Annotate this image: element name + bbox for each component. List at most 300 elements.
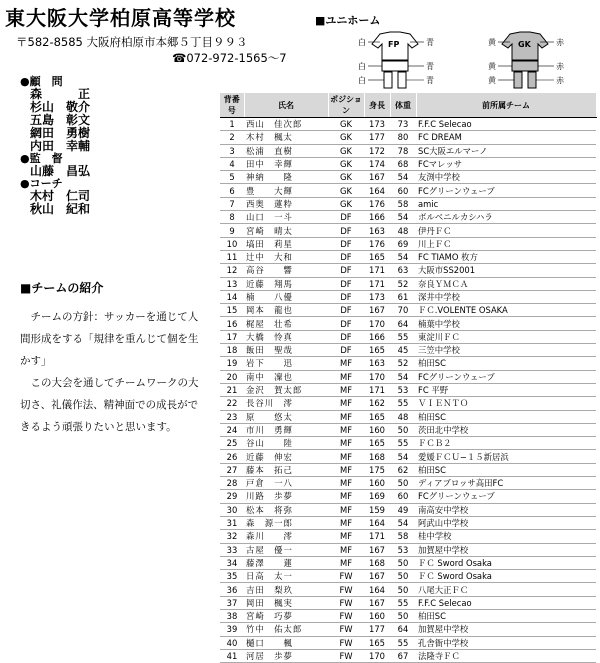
- table-row: [220, 583, 596, 596]
- player-weight: 58: [390, 530, 416, 543]
- fp-shirt-color-alt: 青: [426, 38, 434, 47]
- staff-name: 杉山 敬介: [30, 100, 91, 114]
- player-height: 174: [364, 157, 390, 170]
- player-name: 長谷川 澪: [244, 397, 328, 410]
- intro-text: [20, 306, 200, 438]
- player-name: 岡田 楓実: [244, 596, 328, 609]
- player-height: 160: [364, 423, 390, 436]
- player-position: MF: [328, 463, 364, 476]
- player-position: MF: [328, 370, 364, 383]
- table-row: [220, 237, 596, 250]
- player-position: GK: [328, 118, 364, 131]
- table-row: [220, 157, 596, 170]
- player-weight: 60: [390, 184, 416, 197]
- player-number: 11: [220, 250, 244, 263]
- player-weight: 50: [390, 609, 416, 622]
- player-prev-team: FCマレッサ: [416, 157, 596, 170]
- player-prev-team: 友渕中学校: [416, 171, 596, 184]
- player-weight: 48: [390, 224, 416, 237]
- player-position: DF: [328, 344, 364, 357]
- player-weight: 55: [390, 397, 416, 410]
- player-name: 田中 幸輝: [244, 157, 328, 170]
- player-position: MF: [328, 423, 364, 436]
- player-prev-team: 三笠中学校: [416, 344, 596, 357]
- player-height: 167: [364, 304, 390, 317]
- player-prev-team: F.F.C Selecao: [416, 596, 596, 609]
- player-name: 山口 一斗: [244, 211, 328, 224]
- player-position: DF: [328, 224, 364, 237]
- player-height: 170: [364, 649, 390, 662]
- player-height: 165: [364, 410, 390, 423]
- player-position: DF: [328, 237, 364, 250]
- player-weight: 48: [390, 410, 416, 423]
- player-weight: 55: [390, 330, 416, 343]
- player-prev-team: F.F.C Selecao: [416, 118, 596, 131]
- table-row: [220, 463, 596, 476]
- player-height: 160: [364, 609, 390, 622]
- player-position: GK: [328, 171, 364, 184]
- player-prev-team: 柏田SC: [416, 410, 596, 423]
- player-name: 竹中 佑太郎: [244, 623, 328, 636]
- player-prev-team: FCグリーンウェーブ: [416, 184, 596, 197]
- table-row: [220, 131, 596, 144]
- player-number: 14: [220, 290, 244, 303]
- player-prev-team: 桂中学校: [416, 530, 596, 543]
- table-row: [220, 184, 596, 197]
- player-number: 38: [220, 609, 244, 622]
- table-row: [220, 556, 596, 569]
- staff-list: [20, 76, 170, 216]
- staff-group-advisors: [20, 76, 170, 153]
- player-weight: 52: [390, 357, 416, 370]
- player-weight: 54: [390, 211, 416, 224]
- player-position: DF: [328, 211, 364, 224]
- player-name: 谷山 陸: [244, 437, 328, 450]
- player-number: 22: [220, 397, 244, 410]
- player-name: 飯田 聖哉: [244, 344, 328, 357]
- player-height: 172: [364, 144, 390, 157]
- fp-shorts-color-alt: 青: [426, 62, 434, 71]
- player-position: MF: [328, 357, 364, 370]
- player-height: 167: [364, 596, 390, 609]
- player-weight: 54: [390, 250, 416, 263]
- player-height: 176: [364, 197, 390, 210]
- player-height: 164: [364, 583, 390, 596]
- player-height: 166: [364, 330, 390, 343]
- table-row: [220, 171, 596, 184]
- player-height: 171: [364, 277, 390, 290]
- player-height: 171: [364, 530, 390, 543]
- table-row: [220, 383, 596, 396]
- player-height: 165: [364, 437, 390, 450]
- player-weight: 54: [390, 516, 416, 529]
- player-name: 古屋 優一: [244, 543, 328, 556]
- player-height: 177: [364, 623, 390, 636]
- player-weight: 50: [390, 556, 416, 569]
- staff-name: 秋山 紀和: [30, 202, 91, 216]
- player-weight: 61: [390, 290, 416, 303]
- player-number: 5: [220, 171, 244, 184]
- player-number: 26: [220, 450, 244, 463]
- school-phone: ☎072-972-1565～7: [172, 51, 287, 65]
- player-position: MF: [328, 383, 364, 396]
- player-position: FW: [328, 636, 364, 649]
- gk-label: GK: [518, 40, 531, 49]
- player-number: 10: [220, 237, 244, 250]
- gk-socks-color: 黄: [488, 76, 496, 85]
- staff-name: 内田 幸輔: [30, 139, 91, 153]
- staff-name: 五島 彰文: [30, 113, 91, 127]
- player-height: 164: [364, 516, 390, 529]
- player-height: 175: [364, 463, 390, 476]
- player-prev-team: 茨田北中学校: [416, 423, 596, 436]
- player-name: 戸倉 一八: [244, 477, 328, 490]
- player-name: 塙田 莉星: [244, 237, 328, 250]
- player-number: 30: [220, 503, 244, 516]
- fp-label: FP: [388, 40, 400, 49]
- player-name: 藤澤 蓮: [244, 556, 328, 569]
- player-weight: 68: [390, 157, 416, 170]
- player-prev-team: ＦＣ Sword Osaka: [416, 570, 596, 583]
- player-position: FW: [328, 570, 364, 583]
- player-position: MF: [328, 556, 364, 569]
- player-height: 176: [364, 237, 390, 250]
- intro-paragraph: この大会を通してチームワークの大切さ、礼儀作法、精神面での成長ができるよう頑張りたいと思います。: [20, 377, 199, 433]
- player-position: DF: [328, 250, 364, 263]
- header-prev-team: 前所属チーム: [416, 93, 596, 118]
- player-name: 近藤 翔馬: [244, 277, 328, 290]
- table-row: [220, 211, 596, 224]
- header-position: ポジション: [328, 93, 364, 118]
- player-prev-team: 法隆寺ＦＣ: [416, 649, 596, 662]
- player-height: 162: [364, 397, 390, 410]
- player-weight: 69: [390, 237, 416, 250]
- player-position: GK: [328, 144, 364, 157]
- player-prev-team: 伊丹ＦＣ: [416, 224, 596, 237]
- table-row: [220, 277, 596, 290]
- player-height: 167: [364, 543, 390, 556]
- player-weight: 55: [390, 636, 416, 649]
- player-name: 原 悠太: [244, 410, 328, 423]
- player-height: 164: [364, 184, 390, 197]
- player-name: 神納 隆: [244, 171, 328, 184]
- player-height: 171: [364, 383, 390, 396]
- table-row: [220, 649, 596, 662]
- player-name: 市川 勇輝: [244, 423, 328, 436]
- player-height: 167: [364, 570, 390, 583]
- player-prev-team: 加賀屋中学校: [416, 623, 596, 636]
- player-number: 29: [220, 490, 244, 503]
- table-row: [220, 144, 596, 157]
- gk-shirt-color: 黄: [488, 38, 496, 47]
- header-number: 背番号: [220, 93, 244, 118]
- player-number: 15: [220, 304, 244, 317]
- player-position: MF: [328, 516, 364, 529]
- table-row: [220, 530, 596, 543]
- player-number: 9: [220, 224, 244, 237]
- player-weight: 64: [390, 317, 416, 330]
- player-position: MF: [328, 490, 364, 503]
- player-position: DF: [328, 304, 364, 317]
- player-name: 岩下 迅: [244, 357, 328, 370]
- player-position: DF: [328, 290, 364, 303]
- player-name: 辻中 大和: [244, 250, 328, 263]
- player-number: 24: [220, 423, 244, 436]
- player-height: 165: [364, 636, 390, 649]
- player-name: 岡本 龍也: [244, 304, 328, 317]
- staff-role: ●監 督: [20, 152, 63, 165]
- uniform-title: ■ユニホーム: [315, 14, 381, 27]
- player-prev-team: FCグリーンウェーブ: [416, 370, 596, 383]
- player-number: 17: [220, 330, 244, 343]
- table-row: [220, 609, 596, 622]
- staff-name: 木村 仁司: [30, 189, 91, 203]
- table-row: [220, 397, 596, 410]
- player-position: MF: [328, 503, 364, 516]
- table-row: [220, 636, 596, 649]
- player-number: 4: [220, 157, 244, 170]
- player-height: 170: [364, 370, 390, 383]
- player-number: 36: [220, 583, 244, 596]
- staff-name: 山藤 昌弘: [30, 164, 91, 178]
- player-prev-team: 愛媛ＦＣＵ−１５新居浜: [416, 450, 596, 463]
- player-number: 8: [220, 211, 244, 224]
- player-number: 32: [220, 530, 244, 543]
- player-height: 168: [364, 450, 390, 463]
- player-weight: 50: [390, 570, 416, 583]
- table-row: [220, 623, 596, 636]
- player-number: 23: [220, 410, 244, 423]
- player-number: 25: [220, 437, 244, 450]
- player-number: 28: [220, 477, 244, 490]
- player-weight: 58: [390, 197, 416, 210]
- player-prev-team: ＶＩＥＮＴＯ: [416, 397, 596, 410]
- player-number: 2: [220, 131, 244, 144]
- player-height: 163: [364, 224, 390, 237]
- player-number: 6: [220, 184, 244, 197]
- player-name: 豊 大輝: [244, 184, 328, 197]
- player-position: DF: [328, 317, 364, 330]
- player-prev-team: 南高安中学校: [416, 503, 596, 516]
- table-row: [220, 450, 596, 463]
- player-weight: 54: [390, 450, 416, 463]
- table-row: [220, 317, 596, 330]
- player-weight: 55: [390, 596, 416, 609]
- player-number: 12: [220, 264, 244, 277]
- player-prev-team: FC DREAM: [416, 131, 596, 144]
- player-prev-team: 奈良ＹＭＣＡ: [416, 277, 596, 290]
- gk-shorts-color-alt: 赤: [556, 62, 564, 71]
- player-prev-team: FC 平野: [416, 383, 596, 396]
- table-row: [220, 503, 596, 516]
- player-number: 37: [220, 596, 244, 609]
- player-number: 21: [220, 383, 244, 396]
- player-height: 166: [364, 211, 390, 224]
- intro-paragraph: チームの方針：サッカーを通じて人間形成をする「規律を重んじて個を生かす」: [20, 311, 199, 367]
- school-address: 〒582-8585 大阪府柏原市本郷５丁目９９３: [16, 35, 248, 49]
- player-weight: 80: [390, 131, 416, 144]
- player-name: 梶屋 壮希: [244, 317, 328, 330]
- player-name: 金沢 賀太郎: [244, 383, 328, 396]
- player-prev-team: 東淀川ＦＣ: [416, 330, 596, 343]
- player-name: 松浦 直樹: [244, 144, 328, 157]
- player-weight: 45: [390, 344, 416, 357]
- staff-name: 網田 勇樹: [30, 126, 91, 140]
- player-height: 160: [364, 477, 390, 490]
- player-number: 34: [220, 556, 244, 569]
- player-prev-team: FCグリーンウェーブ: [416, 490, 596, 503]
- roster-header-row: [220, 93, 596, 118]
- player-number: 39: [220, 623, 244, 636]
- player-height: 169: [364, 490, 390, 503]
- player-position: GK: [328, 131, 364, 144]
- player-weight: 67: [390, 649, 416, 662]
- player-name: 吉田 梨玖: [244, 583, 328, 596]
- player-position: MF: [328, 410, 364, 423]
- player-number: 35: [220, 570, 244, 583]
- player-name: 川路 歩夢: [244, 490, 328, 503]
- player-prev-team: 阿武山中学校: [416, 516, 596, 529]
- player-height: 167: [364, 171, 390, 184]
- player-position: MF: [328, 477, 364, 490]
- player-prev-team: ＦＣ Sword Osaka: [416, 556, 596, 569]
- player-prev-team: ディアブロッサ高田FC: [416, 477, 596, 490]
- fp-socks-color-alt: 青: [426, 76, 434, 85]
- roster-table: [220, 93, 597, 663]
- player-weight: 73: [390, 118, 416, 131]
- player-prev-team: 大阪市SS2001: [416, 264, 596, 277]
- player-weight: 50: [390, 583, 416, 596]
- player-prev-team: 柏田SC: [416, 357, 596, 370]
- player-number: 20: [220, 370, 244, 383]
- player-height: 173: [364, 118, 390, 131]
- staff-name: 森 正: [30, 87, 91, 101]
- player-position: FW: [328, 596, 364, 609]
- table-row: [220, 516, 596, 529]
- player-prev-team: FC TIAMO 枚方: [416, 250, 596, 263]
- player-number: 16: [220, 317, 244, 330]
- gk-socks-color-alt: 赤: [556, 76, 564, 85]
- player-name: 木村 楓太: [244, 131, 328, 144]
- player-position: DF: [328, 264, 364, 277]
- player-position: MF: [328, 450, 364, 463]
- uniform-gk: [470, 30, 580, 90]
- player-position: FW: [328, 623, 364, 636]
- header-weight: 体重: [390, 93, 416, 118]
- table-row: [220, 264, 596, 277]
- player-number: 13: [220, 277, 244, 290]
- player-weight: 78: [390, 144, 416, 157]
- player-name: 日高 太一: [244, 570, 328, 583]
- player-position: GK: [328, 197, 364, 210]
- table-row: [220, 250, 596, 263]
- table-row: [220, 543, 596, 556]
- table-row: [220, 477, 596, 490]
- table-row: [220, 330, 596, 343]
- player-height: 159: [364, 503, 390, 516]
- uniform-fp: [340, 30, 450, 90]
- player-prev-team: SC大阪エルマーノ: [416, 144, 596, 157]
- player-name: 楠 八優: [244, 290, 328, 303]
- player-weight: 54: [390, 171, 416, 184]
- player-prev-team: 柏田SC: [416, 463, 596, 476]
- player-number: 33: [220, 543, 244, 556]
- table-row: [220, 490, 596, 503]
- player-height: 165: [364, 344, 390, 357]
- player-position: DF: [328, 277, 364, 290]
- player-height: 168: [364, 556, 390, 569]
- player-prev-team: ＦＣ.VOLENTE OSAKA: [416, 304, 596, 317]
- player-weight: 52: [390, 277, 416, 290]
- intro-title: ■チームの紹介: [20, 281, 104, 295]
- school-name: 東大阪大学柏原高等学校: [5, 6, 236, 30]
- player-name: 森川 澪: [244, 530, 328, 543]
- player-weight: 50: [390, 477, 416, 490]
- staff-role: ●コーチ: [20, 177, 63, 190]
- player-name: 西山 佳次郎: [244, 118, 328, 131]
- player-name: 樋口 楓: [244, 636, 328, 649]
- player-prev-team: amic: [416, 197, 596, 210]
- player-weight: 54: [390, 370, 416, 383]
- player-name: 大橋 怜真: [244, 330, 328, 343]
- staff-group-coach: [20, 178, 170, 216]
- player-position: MF: [328, 397, 364, 410]
- table-row: [220, 423, 596, 436]
- player-prev-team: 孔舎衙中学校: [416, 636, 596, 649]
- player-position: FW: [328, 649, 364, 662]
- player-position: MF: [328, 543, 364, 556]
- player-prev-team: 楠葉中学校: [416, 317, 596, 330]
- table-row: [220, 437, 596, 450]
- player-weight: 53: [390, 383, 416, 396]
- player-height: 163: [364, 357, 390, 370]
- player-number: 19: [220, 357, 244, 370]
- table-row: [220, 357, 596, 370]
- gk-shirt-color-alt: 赤: [556, 38, 564, 47]
- table-row: [220, 410, 596, 423]
- player-weight: 50: [390, 423, 416, 436]
- player-name: 河居 歩夢: [244, 649, 328, 662]
- player-position: GK: [328, 157, 364, 170]
- player-prev-team: 八尾大正ＦＣ: [416, 583, 596, 596]
- fp-shorts-color: 白: [358, 62, 366, 71]
- player-name: 宮崎 晴太: [244, 224, 328, 237]
- table-row: [220, 304, 596, 317]
- player-position: MF: [328, 437, 364, 450]
- player-number: 3: [220, 144, 244, 157]
- player-weight: 63: [390, 264, 416, 277]
- player-height: 170: [364, 317, 390, 330]
- header-name: 氏名: [244, 93, 328, 118]
- roster-body: [220, 118, 596, 663]
- gk-shorts-color: 黄: [488, 62, 496, 71]
- player-name: 南中 凜也: [244, 370, 328, 383]
- player-number: 27: [220, 463, 244, 476]
- staff-role: ●顧 問: [20, 75, 63, 88]
- table-row: [220, 290, 596, 303]
- table-row: [220, 370, 596, 383]
- player-weight: 62: [390, 463, 416, 476]
- player-position: GK: [328, 184, 364, 197]
- player-prev-team: 加賀屋中学校: [416, 543, 596, 556]
- player-position: FW: [328, 583, 364, 596]
- player-weight: 70: [390, 304, 416, 317]
- player-prev-team: 川上ＦＣ: [416, 237, 596, 250]
- fp-shirt-color: 白: [358, 38, 366, 47]
- player-prev-team: 深井中学校: [416, 290, 596, 303]
- fp-socks-color: 白: [358, 76, 366, 85]
- player-height: 165: [364, 250, 390, 263]
